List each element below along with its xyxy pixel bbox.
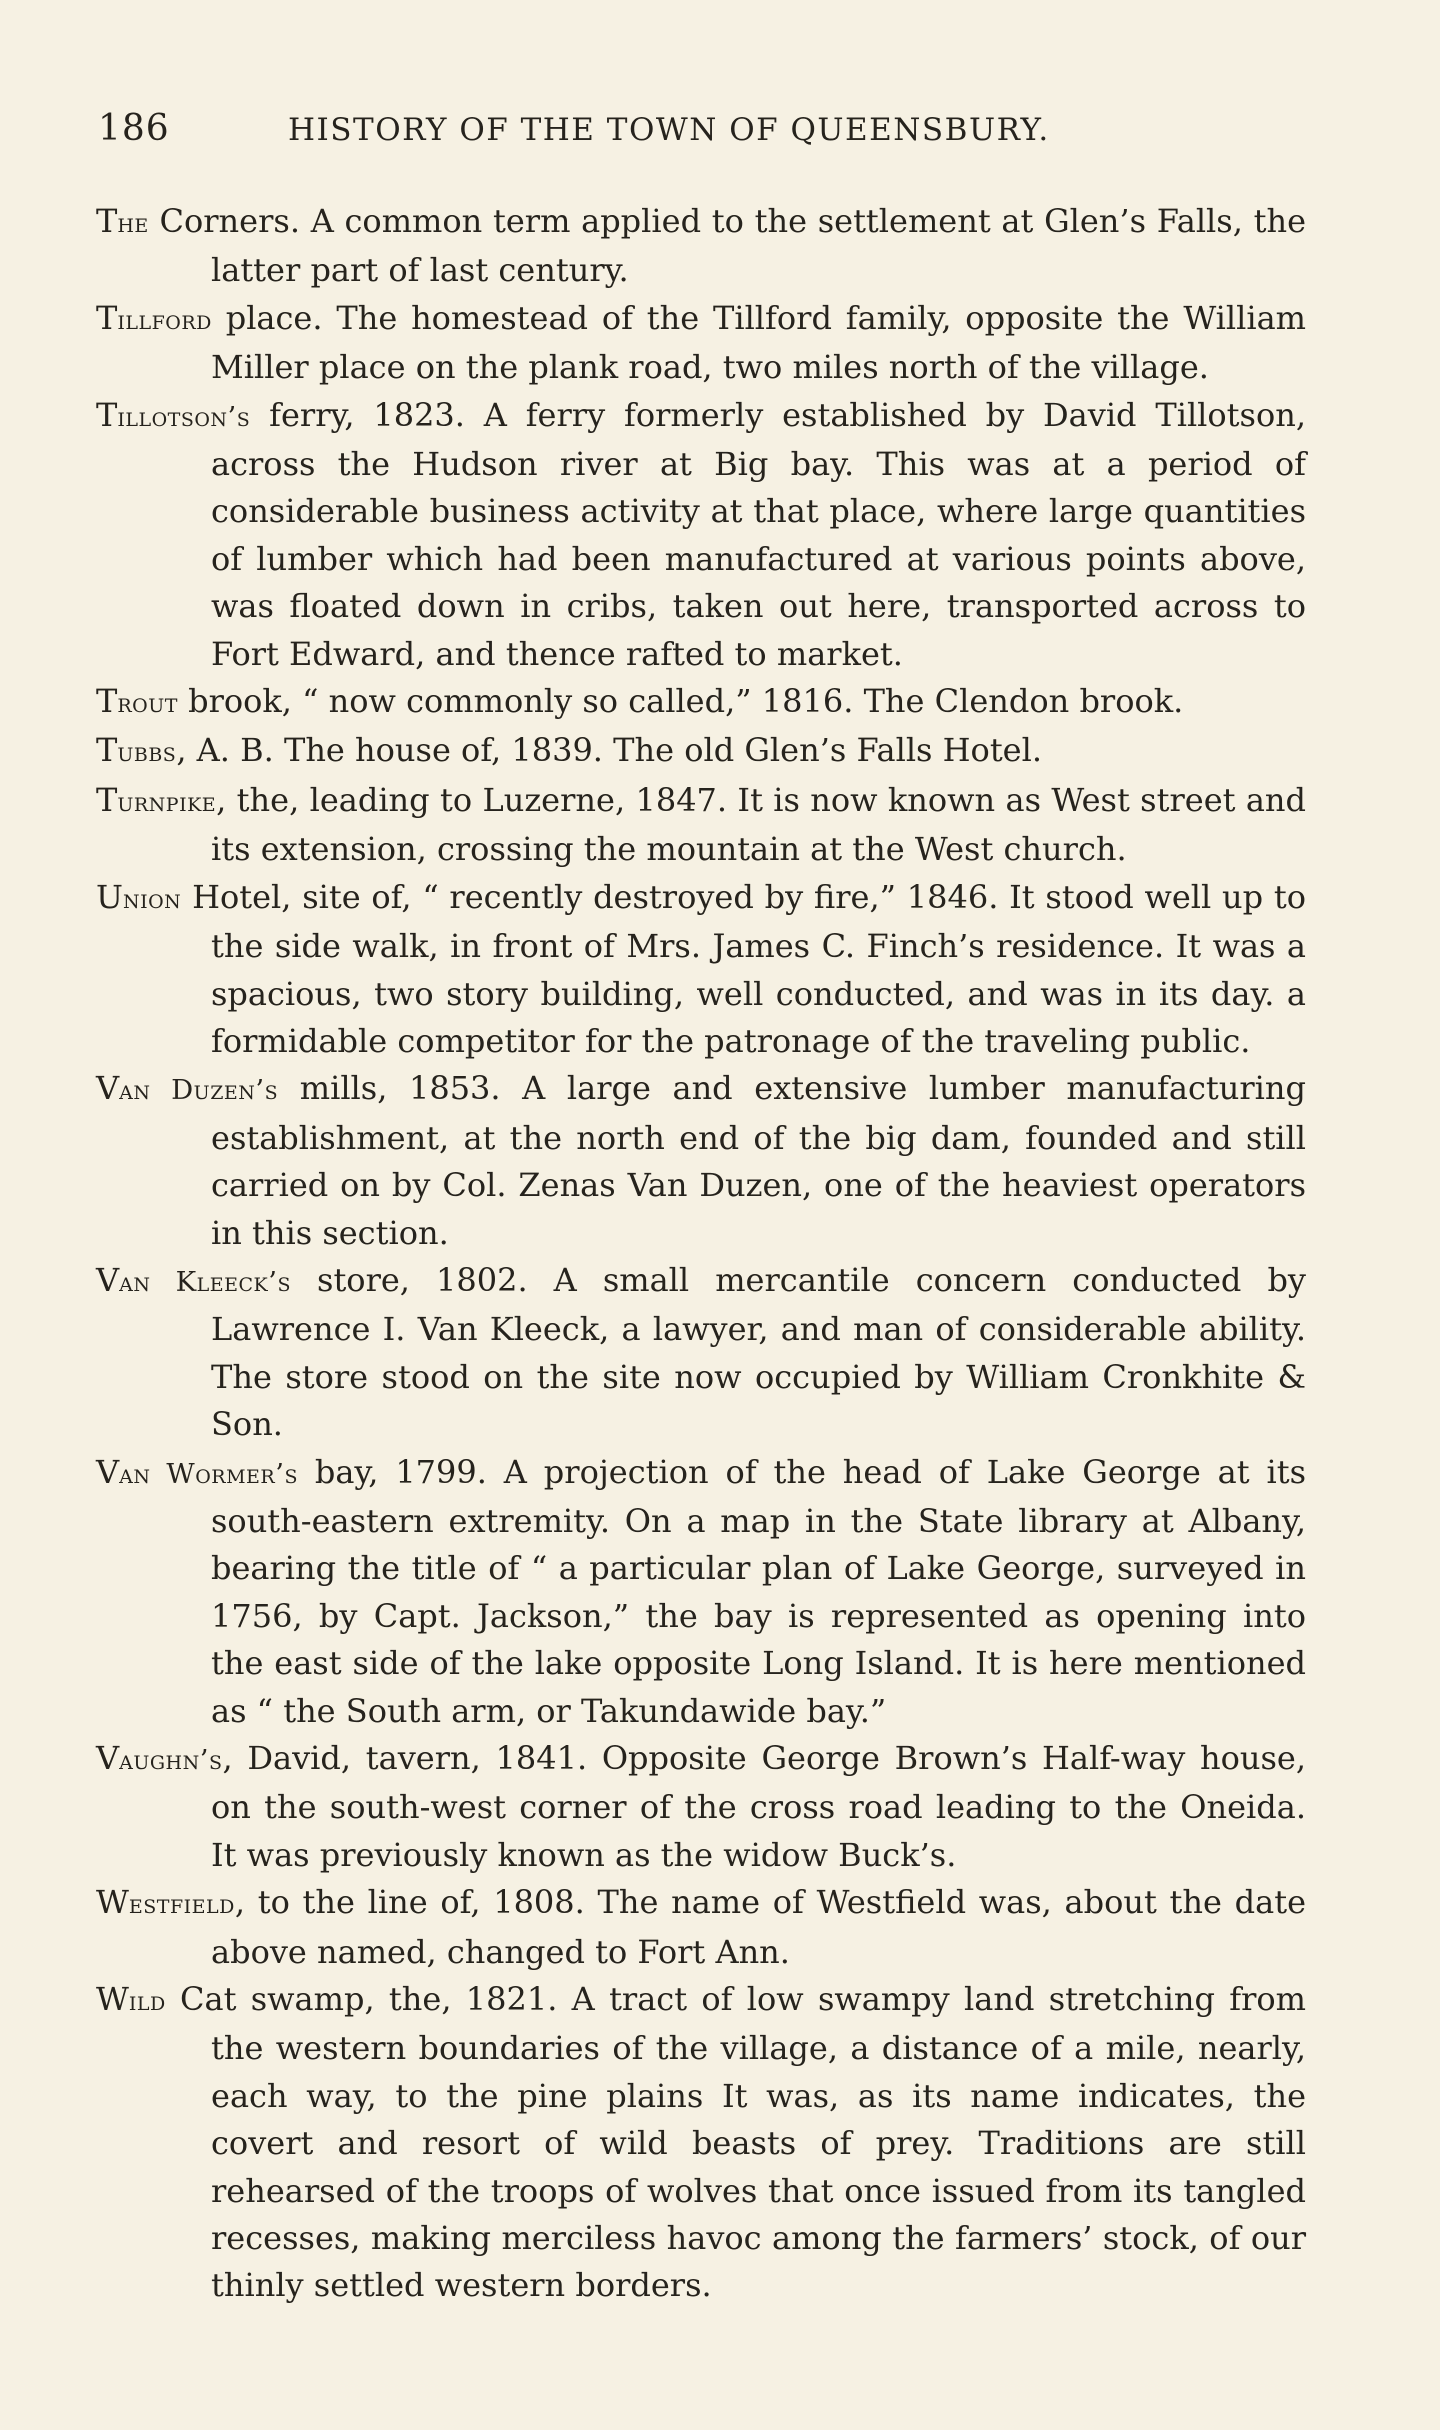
entry-head-initial: T	[96, 731, 118, 770]
entry-head-small-caps: illotson’s	[117, 400, 251, 433]
entry-text: Cat swamp, the, 1821. A tract of low swampy land stretching from the western boundaries of the village, a distance of a mile, nearly, each way, to the pine plains It was, as its name indicates, the covert and resort of wild beasts of prey. Traditions are still rehearsed of the troops of wolves that once issued from its tangled recesses, making merciless havoc among the farmers’ stock, of our thinly settled western borders.	[165, 1980, 1306, 2305]
entry-text: Hotel, site of, “ recently destroyed by fire,” 1846. It stood well up to the side walk, in front of Mrs. James C. Finch’s residence. It was a spacious, two story building, well conducted, and was in its day. a formidable competitor for the patronage of the traveling public.	[181, 877, 1306, 1060]
page-header	[98, 108, 1298, 168]
entry-text: store, 1802. A small mercantile concern conducted by Lawrence I. Van Kleeck, a lawyer, and man of considerable ability. The store stood on the site now occupied by William Cronkhite & Son.	[211, 1260, 1307, 1444]
entry-text: mills, 1853. A large and extensive lumber manufacturing establishment, at the north end of the big dam, founded and still carried on by Col. Zenas Van Duzen, one of the heaviest operators in this section.	[211, 1069, 1306, 1252]
entry-text: Corners. A common term applied to the settlement at Glen’s Falls, the latter part of last century.	[148, 202, 1306, 290]
running-title: HISTORY OF THE TOWN OF QUEENSBURY.	[288, 112, 1050, 148]
entry-text: , A. B. The house of, 1839. The old Glen’s Falls Hotel.	[176, 731, 1043, 770]
entry-head-initial: T	[96, 682, 118, 721]
entry-head-initial: V	[96, 1452, 120, 1491]
entry-text: , to the line of, 1808. The name of Westfield was, about the date above named, changed to Fort Ann.	[211, 1883, 1306, 1971]
entry-head-small-caps: illford	[117, 303, 212, 336]
entry-head-small-caps: an Duzen’s	[119, 1074, 279, 1107]
entry-head-small-caps: nion	[122, 882, 182, 915]
page-number: 186	[98, 108, 170, 149]
entry-head-small-caps: urnpike	[117, 785, 217, 818]
entry-head-initial: T	[96, 202, 118, 240]
entry-head-initial: W	[96, 1883, 129, 1922]
entry-head-small-caps: ild	[128, 1985, 166, 2018]
entry-head-initial: V	[96, 1069, 120, 1108]
entry-wild-cat-swamp	[96, 1976, 1306, 2310]
entry-head-small-caps: rout	[117, 687, 178, 720]
entry-text: brook, “ now commonly so called,” 1816. The Clendon brook.	[177, 682, 1184, 721]
entry-text: ferry, 1823. A ferry formerly established by David Tillotson, across the Hudson river at Big bay. This was at a period of considerable business activity at that place, where large quantities of lumber which had been manufactured at various points above, was floated down in cribs, taken out here, transported across to Fort Edward, and thence rafted to market.	[211, 395, 1306, 673]
entry-text: , David, tavern, 1841. Opposite George Brown’s Half-way house, on the south-west corner of the cross road leading to the Oneida. It was previously known as the widow Buck’s.	[211, 1739, 1306, 1874]
gazetteer-entries	[96, 198, 1306, 2310]
entry-head-initial: U	[96, 877, 123, 916]
entry-head-initial: V	[96, 1739, 120, 1777]
entry-the-corners	[96, 198, 1306, 295]
entry-head-initial: T	[96, 298, 118, 337]
entry-head-small-caps: ubbs	[117, 736, 177, 769]
entry-vaughns-tavern	[96, 1735, 1306, 1879]
entry-union-hotel	[96, 874, 1306, 1066]
entry-text: , the, leading to Luzerne, 1847. It is now known as West street and its extension, crossing the mountain at the West church.	[211, 780, 1306, 869]
entry-text: bay, 1799. A projection of the head of Lake George at its south-eastern extremity. On a map in the State library at Albany, bearing the title of “ a particular plan of Lake George, surveyed in 1756, by Capt. Jackson,” the bay is represented as opening into the east side of the lake opposite Long Island. It is here mentioned as “ the South arm, or Takundawide bay.”	[211, 1452, 1307, 1730]
entry-head-initial: T	[96, 395, 118, 434]
entry-text: place. The homestead of the Tillford family, opposite the William Miller place on the plank road, two miles north of the village.	[211, 298, 1306, 387]
entry-van-wormers-bay	[96, 1449, 1306, 1735]
entry-head-initial: W	[96, 1980, 129, 2019]
entry-turnpike	[96, 777, 1306, 874]
entry-head-small-caps: he	[117, 207, 149, 239]
entry-tillotsons-ferry	[96, 392, 1306, 678]
entry-head-small-caps: aughn’s	[119, 1744, 223, 1776]
entry-van-kleecks-store	[96, 1257, 1306, 1449]
entry-tubbs	[96, 727, 1306, 776]
entry-head-small-caps: an Kleeck’s	[119, 1265, 291, 1298]
entry-head-small-caps: an Wormer’s	[119, 1457, 298, 1490]
entry-westfield	[96, 1879, 1306, 1976]
entry-tillford-place	[96, 295, 1306, 392]
entry-van-duzens-mills	[96, 1065, 1306, 1257]
entry-trout-brook	[96, 678, 1306, 727]
entry-head-small-caps: estfield	[128, 1888, 235, 1921]
entry-head-initial: V	[96, 1260, 120, 1299]
entry-head-initial: T	[96, 780, 118, 819]
